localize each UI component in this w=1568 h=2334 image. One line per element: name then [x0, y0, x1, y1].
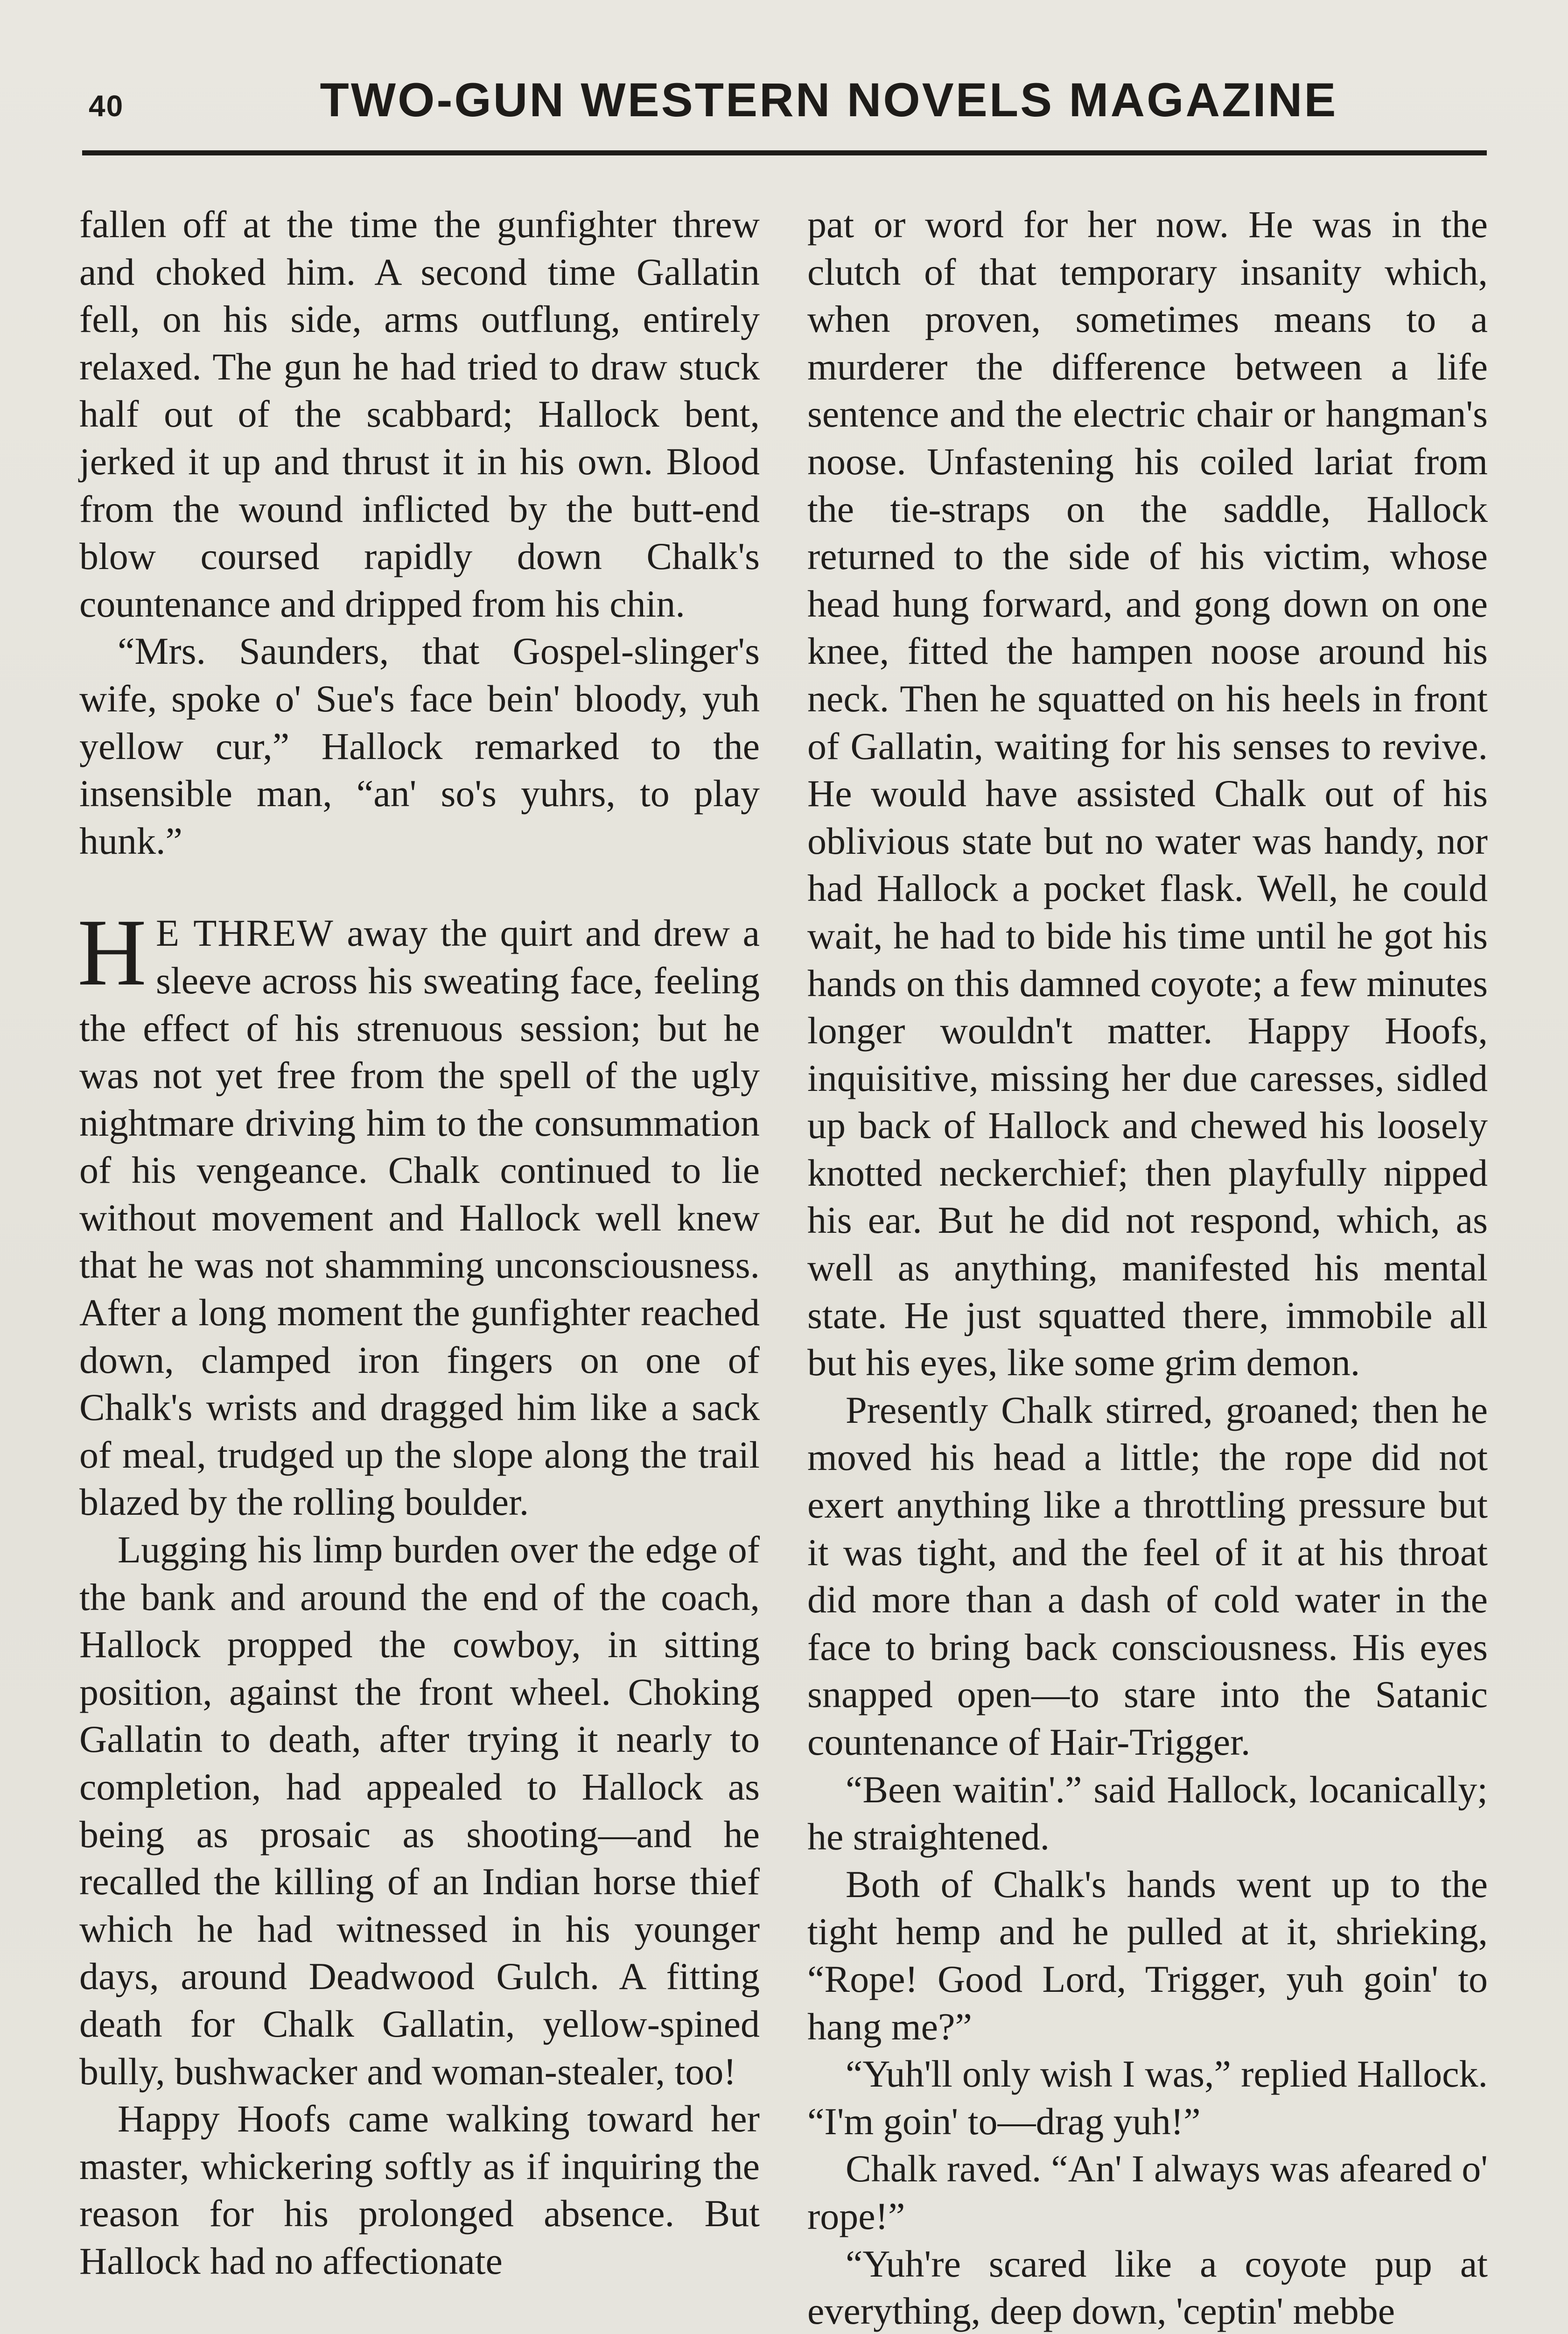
- right-column: [807, 201, 1488, 2334]
- header-rule: [82, 150, 1487, 155]
- left-paragraph-4: Lugging his limp burden over the edge of the bank and around the end of the coach, Hallock propped the cowboy, in sitting position, against the front wheel. Choking Gallatin to death, after trying it nearly to completion, had appealed to Hallock as being as prosaic as shooting—and he recalled the killing of an Indian horse thief which he had witnessed in his younger days, around Deadwood Gulch. A fitting death for Chalk Gallatin, yellow-spined bully, bushwacker and woman-stealer, too!: [79, 1528, 760, 2093]
- right-paragraph-4: Both of Chalk's hands went up to the tight hemp and he pulled at it, shrieking, “Rope! Good Lord, Trigger, yuh goin' to hang me?”: [807, 1863, 1488, 2048]
- paragraph-rest: away the quirt and drew a sleeve across his sweating face, feeling the effect of his strenuous session; but he was not yet free from the spell of the ugly nightmare driving him to the consummation of his vengeance. Chalk continued to lie without movement and Hallock well knew that he was not shamming unconsciousness. After a long moment the gunfighter reached down, clamped iron fingers on one of Chalk's wrists and dragged him like a sack of meal, trudged up the slope along the trail blazed by the rolling boulder.: [79, 912, 760, 1524]
- right-paragraph-2: Presently Chalk stirred, groaned; then he moved his head a little; the rope did not exert anything like a throttling pressure but it was tight, and the feel of it at his throat did more than a dash of cold water in the face to bring back consciousness. His eyes snapped open—to stare into the Satanic countenance of Hair-Trigger.: [807, 1388, 1488, 1763]
- left-paragraph-2: “Mrs. Saunders, that Gospel-slinger's wife, spoke o' Sue's face bein' bloody, yuh yellow cur,” Hallock remarked to the insensible man, “an' so's yuhrs, to play hunk.”: [79, 630, 760, 862]
- section-opening: [77, 900, 760, 1526]
- drop-cap: H: [77, 900, 147, 1006]
- right-paragraph-3: “Been waitin'.” said Hallock, locanically; he straightened.: [807, 1768, 1488, 1858]
- right-paragraph-7: “Yuh're scared like a coyote pup at everything, deep down, 'ceptin' mebbe: [807, 2242, 1488, 2333]
- right-paragraph-6: Chalk raved. “An' I always was afeared o' rope!”: [807, 2147, 1488, 2237]
- page-number: 40: [89, 89, 124, 123]
- right-paragraph-1: pat or word for her now. He was in the clutch of that temporary insanity which, when proven, sometimes means to a murderer the difference between a life sentence and the electric chair or hangman's noose. Unfastening his coiled lariat from the tie-straps on the saddle, Hallock returned to the side of his victim, whose head hung forward, and gong down on one knee, fitted the hampen noose around his neck. Then he squatted on his heels in front of Gallatin, waiting for his senses to revive. He would have assisted Chalk out of his oblivious state but no water was handy, nor had Hallock a pocket flask. Well, he could wait, he had to bide his time until he got his hands on this damned coyote; a few minutes longer wouldn't matter. Happy Hoofs, inquisitive, missing her due caresses, sidled up back of Hallock and chewed his loosely knotted neckerchief; then playfully nipped his ear. But he did not respond, which, as well as anything, manifested his mental state. He just squatted there, immobile all but his eyes, like some grim demon.: [807, 203, 1488, 1384]
- magazine-title: TWO-GUN WESTERN NOVELS MAGAZINE: [320, 73, 1338, 127]
- left-paragraph-1: fallen off at the time the gunfighter threw and choked him. A second time Gallatin fell, on his side, arms outflung, entirely relaxed. The gun he had tried to draw stuck half out of the scabbard; Hallock bent, jerked it up and thrust it in his own. Blood from the wound inflicted by the butt-end blow coursed rapidly down Chalk's countenance and dripped from his chin.: [79, 203, 760, 625]
- right-paragraph-5: “Yuh'll only wish I was,” replied Hallock. “I'm goin' to—drag yuh!”: [807, 2053, 1488, 2143]
- lead-in-text: E THREW: [156, 912, 334, 955]
- page-header: [82, 70, 1487, 127]
- left-paragraph-5: Happy Hoofs came walking toward her master, whickering softly as if inquiring the reason for his prolonged absence. But Hallock had no affectionate: [79, 2097, 760, 2282]
- left-column: [79, 201, 760, 2285]
- section-break: [79, 865, 760, 909]
- left-paragraph-3: [77, 900, 760, 1526]
